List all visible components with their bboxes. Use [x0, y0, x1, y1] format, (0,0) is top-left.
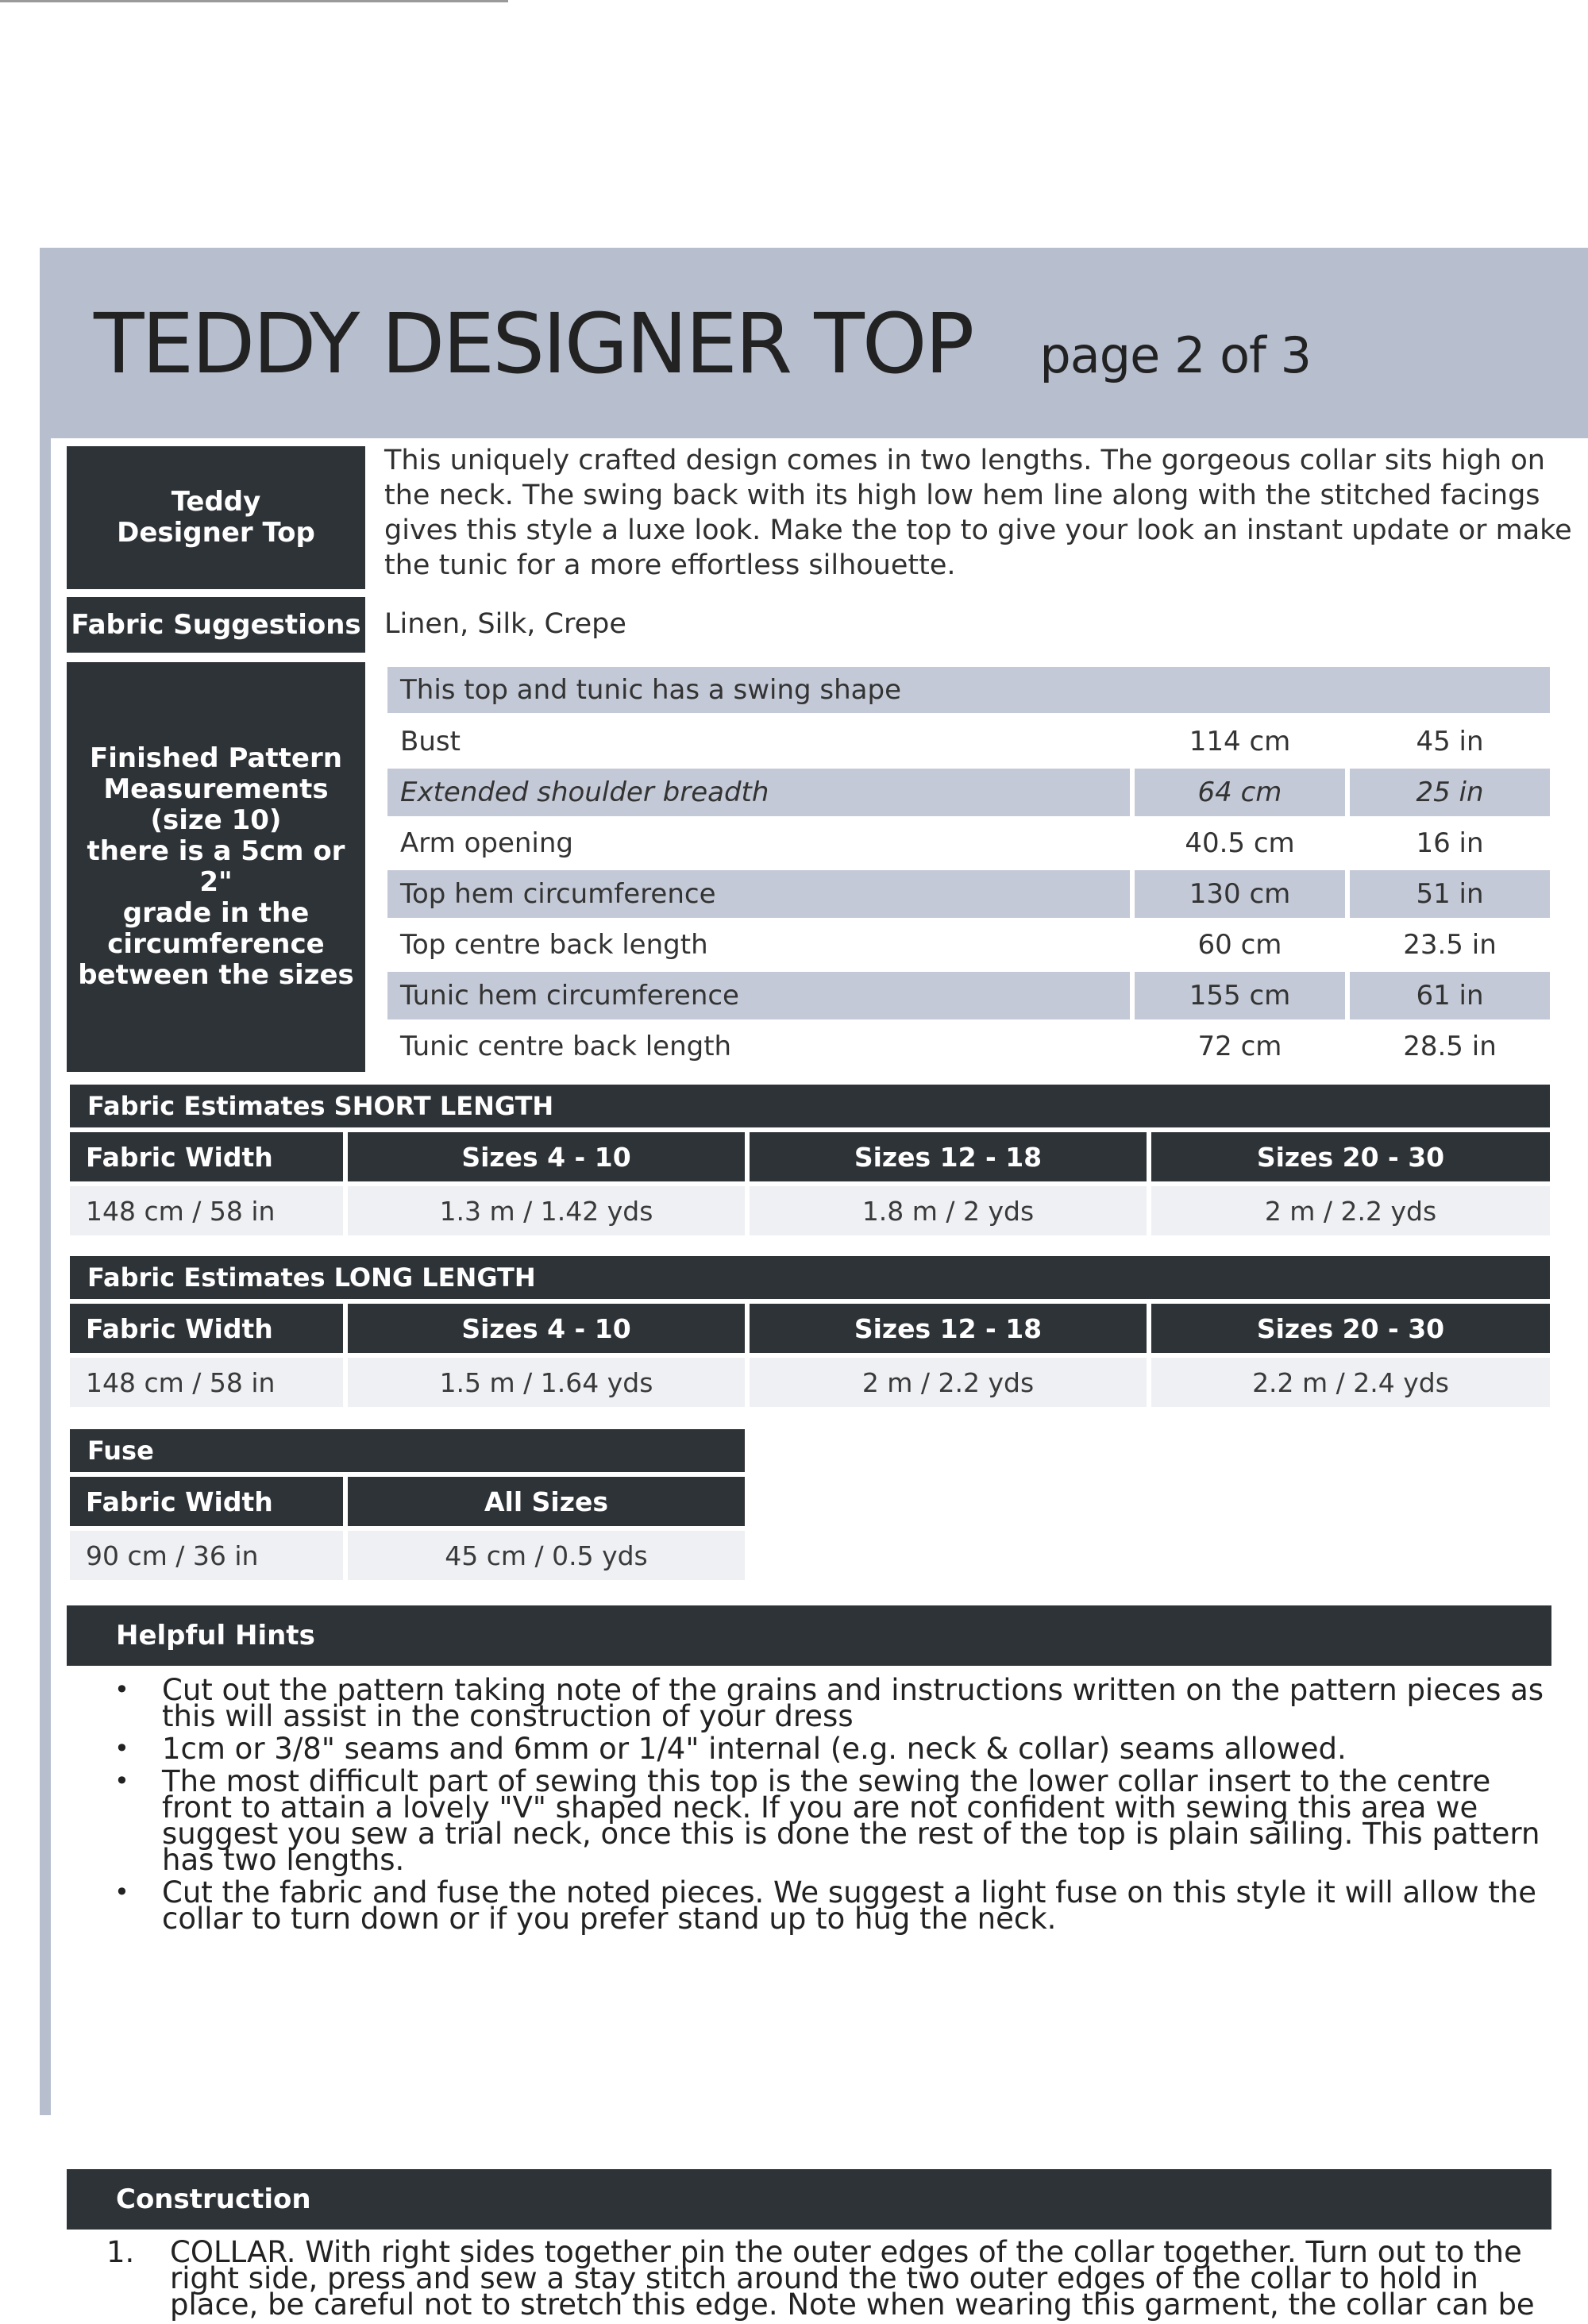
short-header-cell: Sizes 4 - 10 — [348, 1132, 745, 1181]
measurements-label — [67, 662, 365, 1072]
long-header-cell: Fabric Width — [70, 1304, 343, 1353]
measurement-row — [387, 972, 1550, 1019]
measurement-in: 51 in — [1350, 870, 1550, 918]
bullet: • — [114, 1877, 129, 1907]
measurement-row — [387, 870, 1550, 918]
hint-text: Cut out the pattern taking note of the grains and instructions written on the pattern pieces as this will assist in the construction of your dress — [162, 1673, 1544, 1733]
long-header-cell: Sizes 20 - 30 — [1151, 1304, 1550, 1353]
short-value-cell: 148 cm / 58 in — [70, 1186, 343, 1235]
short-value-cell: 1.3 m / 1.42 yds — [348, 1186, 745, 1235]
measurement-in: 16 in — [1416, 827, 1484, 859]
long-header-cell: Sizes 4 - 10 — [348, 1304, 745, 1353]
fabric-suggestions-value: Linen, Silk, Crepe — [384, 608, 626, 640]
helpful-hints-title: Helpful Hints — [67, 1605, 1551, 1666]
list-item — [75, 2235, 1567, 2322]
measurement-name: Top centre back length — [400, 929, 708, 961]
content-panel — [51, 438, 1588, 2322]
measurement-row — [387, 921, 1550, 969]
measurement-row — [387, 819, 1550, 867]
measurements-label-line: grade in the — [122, 897, 310, 929]
pattern-sheet — [40, 248, 1588, 2322]
short-length-title: Fabric Estimates SHORT LENGTH — [70, 1085, 1550, 1127]
measurement-cm: 114 cm — [1189, 726, 1291, 757]
list-item — [75, 1875, 1567, 1936]
measurement-in: 28.5 in — [1403, 1031, 1497, 1062]
measurement-row — [387, 1023, 1550, 1070]
page-title: TEDDY DESIGNER TOP — [94, 295, 973, 392]
fuse-header-cell: Fabric Width — [70, 1477, 343, 1526]
short-header-cell: Sizes 12 - 18 — [750, 1132, 1147, 1181]
fuse-value-cell: 90 cm / 36 in — [70, 1531, 343, 1580]
measurements-label-line: circumference — [107, 928, 325, 960]
measurement-cm: 40.5 cm — [1185, 827, 1295, 859]
measurement-cm: 155 cm — [1135, 972, 1345, 1019]
long-length-title: Fabric Estimates LONG LENGTH — [70, 1256, 1550, 1299]
measurements-label-line: (size 10) — [150, 804, 282, 836]
long-value-cell: 2.2 m / 2.4 yds — [1151, 1358, 1550, 1407]
helpful-hints-list — [75, 1673, 1567, 1938]
title-row — [94, 295, 1311, 399]
page-number: page 2 of 3 — [1039, 326, 1312, 384]
measurements-label-line: Finished Pattern — [90, 742, 342, 774]
short-header-cell: Fabric Width — [70, 1132, 343, 1181]
list-item — [75, 1764, 1567, 1877]
short-value-cell: 1.8 m / 2 yds — [750, 1186, 1147, 1235]
bullet: • — [114, 1675, 129, 1705]
measurement-name: Tunic centre back length — [400, 1031, 732, 1062]
measurements-heading: This top and tunic has a swing shape — [387, 667, 1550, 713]
fuse-value-cell: 45 cm / 0.5 yds — [348, 1531, 745, 1580]
measurement-in: 61 in — [1350, 972, 1550, 1019]
measurements-label-line: Measurements — [103, 773, 329, 805]
measurement-name: Arm opening — [400, 827, 573, 859]
measurements-label-line: between the sizes — [78, 959, 354, 991]
measurement-in: 45 in — [1416, 726, 1484, 757]
measurement-cm: 60 cm — [1197, 929, 1282, 961]
measurement-name: Top hem circumference — [387, 870, 1130, 918]
long-value-cell: 148 cm / 58 in — [70, 1358, 343, 1407]
list-item — [75, 1673, 1567, 1733]
short-value-cell: 2 m / 2.2 yds — [1151, 1186, 1550, 1235]
intro-label — [67, 446, 365, 589]
step-text: COLLAR. With right sides together pin the outer edges of the collar together. Turn out to the right side, press and sew a stay stitch around the two outer edges of the collar to hold in place, be careful not to stretch this edge. Note when wearing this garment, the collar can be — [170, 2235, 1535, 2322]
measurement-name: Tunic hem circumference — [387, 972, 1130, 1019]
measurement-row — [387, 718, 1550, 765]
intro-label-line: Teddy — [171, 486, 261, 518]
scan-edge-line — [0, 0, 508, 2]
measurement-row — [387, 769, 1550, 816]
measurement-in: 23.5 in — [1403, 929, 1497, 961]
step-number: 1. — [106, 2235, 135, 2269]
long-header-cell: Sizes 12 - 18 — [750, 1304, 1147, 1353]
measurement-cm: 72 cm — [1197, 1031, 1282, 1062]
hint-text: Cut the fabric and fuse the noted pieces. We suggest a light fuse on this style it will allow the collar to turn down or if you prefer stand up to hug the neck. — [162, 1875, 1537, 1936]
construction-list — [75, 2235, 1567, 2324]
long-value-cell: 2 m / 2.2 yds — [750, 1358, 1147, 1407]
long-value-cell: 1.5 m / 1.64 yds — [348, 1358, 745, 1407]
measurement-cm: 64 cm — [1135, 769, 1345, 816]
measurement-name: Bust — [400, 726, 461, 757]
hint-text: The most difficult part of sewing this top is the sewing the lower collar insert to the centre front to attain a lovely "V" shaped neck. If you are not confident with sewing this area we suggest you sew a trial neck, once this is done the rest of the top is plain sailing. This pattern has two lengths. — [162, 1764, 1540, 1877]
intro-description: This uniquely crafted design comes in two lengths. The gorgeous collar sits high on the neck. The swing back with its high low hem line along with the stitched facings gives this style a luxe look. Make the top to give your look an instant update or make the tunic for a more effortless silhouette. — [384, 445, 1572, 581]
measurement-in: 25 in — [1350, 769, 1550, 816]
intro-label-line: Designer Top — [117, 517, 315, 549]
fuse-header-cell: All Sizes — [348, 1477, 745, 1526]
short-header-cell: Sizes 20 - 30 — [1151, 1132, 1550, 1181]
hint-text: 1cm or 3/8" seams and 6mm or 1/4" internal (e.g. neck & collar) seams allowed. — [162, 1732, 1347, 1766]
measurement-name: Extended shoulder breadth — [387, 769, 1130, 816]
construction-title: Construction — [67, 2169, 1551, 2230]
fabric-suggestions-label: Fabric Suggestions — [67, 597, 365, 653]
list-item — [75, 1732, 1567, 1766]
measurement-cm: 130 cm — [1135, 870, 1345, 918]
fuse-title: Fuse — [70, 1429, 745, 1472]
bullet: • — [114, 1733, 129, 1763]
measurements-label-line: there is a 5cm or 2" — [87, 835, 345, 898]
bullet: • — [114, 1766, 129, 1796]
